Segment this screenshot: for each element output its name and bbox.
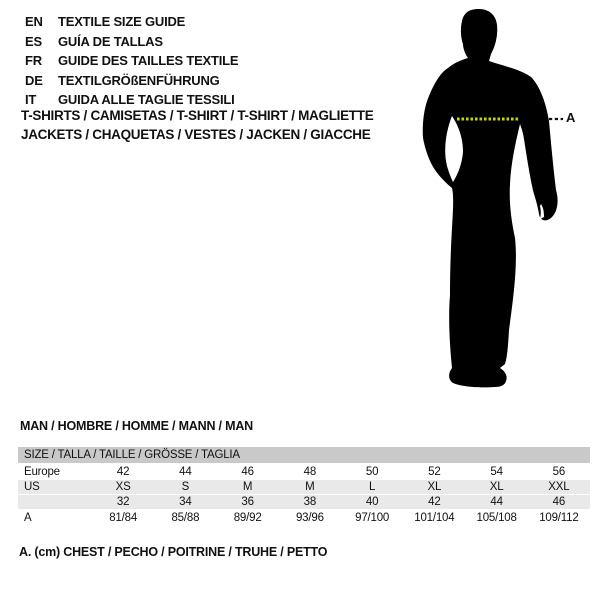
language-label: GUIDE DES TAILLES TEXTILE [58, 53, 239, 69]
size-cell: 40 [365, 496, 379, 508]
language-code: EN [25, 14, 43, 30]
language-label: TEXTILGRÖßENFÜHRUNG [58, 72, 220, 88]
table-row-us-numeric [18, 494, 590, 509]
size-cell: 42 [116, 465, 130, 478]
size-cell: 48 [303, 465, 317, 478]
size-cell: XS [115, 481, 131, 493]
measurement-footnote: A. (cm) CHEST / PECHO / POITRINE / TRUHE / PETTO [19, 545, 328, 559]
size-cell: S [181, 481, 190, 493]
size-cell: 89/92 [233, 512, 262, 524]
language-label: TEXTILE SIZE GUIDE [58, 14, 186, 30]
section-title-man: MAN / HOMBRE / HOMME / MANN / MAN [20, 419, 253, 433]
category-tshirts: T-SHIRTS / CAMISETAS / T-SHIRT / T-SHIRT / MAGLIETTE [21, 108, 374, 123]
size-cell: 34 [179, 496, 192, 508]
size-cell: XL [489, 481, 504, 493]
category-jackets: JACKETS / CHAQUETAS / VESTES / JACKEN / GIACCHE [21, 126, 371, 142]
size-cell: 101/104 [414, 512, 455, 524]
size-cell: 44 [490, 496, 503, 508]
size-cell: 32 [116, 496, 130, 508]
size-cell: 46 [552, 496, 566, 508]
size-cell: 109/112 [539, 512, 579, 524]
table-row-us [18, 479, 590, 494]
language-code: ES [25, 33, 42, 49]
size-cell: XL [427, 481, 442, 493]
size-cell: M [242, 481, 253, 493]
size-cell: 42 [428, 496, 441, 508]
size-cell: 54 [490, 465, 503, 478]
size-cell: M [305, 481, 315, 493]
language-label: GUÍA DE TALLAS [58, 33, 163, 49]
size-table [18, 447, 590, 526]
language-label: GUIDA ALLE TAGLIE TESSILI [58, 92, 235, 108]
size-cell: 38 [303, 496, 317, 508]
size-cell: 50 [365, 465, 379, 478]
language-code: IT [25, 92, 37, 108]
size-cell: L [369, 481, 376, 493]
size-cell: 56 [552, 465, 566, 478]
size-cell: 44 [179, 465, 192, 478]
size-cell: 93/96 [295, 512, 324, 524]
size-cell: 36 [241, 496, 254, 508]
size-cell: 97/100 [355, 512, 390, 524]
size-cell: 85/88 [171, 512, 200, 524]
size-cell: XXL [548, 481, 570, 493]
language-code: FR [25, 53, 42, 69]
row-label: Europe [24, 465, 60, 478]
row-label: US [24, 481, 40, 493]
table-row-chest [18, 509, 590, 526]
size-cell: 105/108 [476, 512, 517, 524]
language-code: DE [25, 72, 43, 88]
measurement-label-a: A [566, 110, 576, 125]
table-row-europe [18, 463, 590, 479]
size-table-header: SIZE / TALLA / TAILLE / GRÖSSE / TAGLIA [18, 447, 590, 463]
man-silhouette [423, 9, 558, 387]
row-label: A [24, 512, 32, 524]
size-cell: 46 [241, 465, 254, 478]
size-cell: 52 [428, 465, 441, 478]
size-cell: 81/84 [109, 512, 138, 524]
